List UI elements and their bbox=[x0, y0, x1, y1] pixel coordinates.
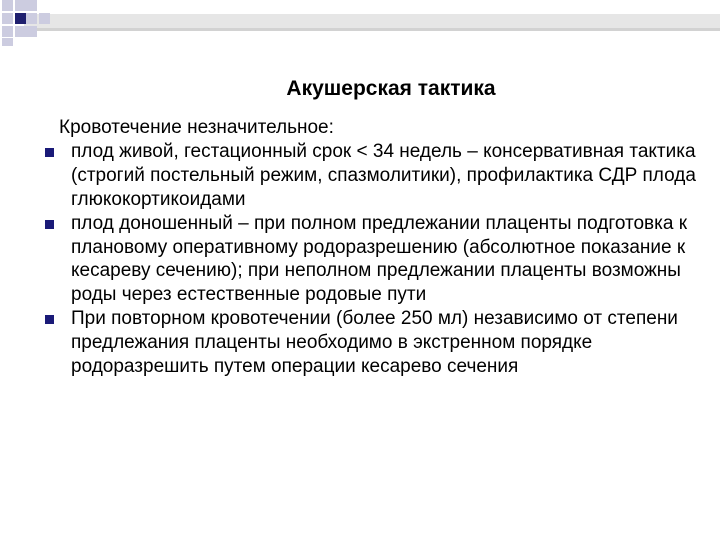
bullet-text: плод живой, гестационный срок < 34 недель – консервативная тактика (строгий постельный режим, спазмолитики), профилактика СДР плода глюкокортикоидами bbox=[71, 140, 696, 210]
list-item bbox=[57, 307, 707, 379]
bullet-text: плод доношенный – при полном предлежании плаценты подготовка к плановому оперативному родоразрешению (абсолютное показание к кесареву сечению); при неполном предлежании плаценты возможны роды через естественные родовые пути bbox=[71, 212, 688, 306]
square-bullet-icon bbox=[45, 315, 54, 324]
header-band bbox=[24, 14, 720, 30]
bullet-text: При повторном кровотечении (более 250 мл) независимо от степени предлежания плаценты необходимо в экстренном порядке родоразрешить путем операции кесарево сечения bbox=[71, 308, 678, 378]
header-decoration bbox=[0, 0, 720, 48]
square-bullet-icon bbox=[45, 220, 54, 229]
corner-squares-icon bbox=[2, 0, 50, 46]
list-item bbox=[57, 140, 707, 212]
bullet-list bbox=[57, 140, 707, 379]
slide-title: Акушерская тактика bbox=[286, 77, 496, 100]
header-band-edge bbox=[24, 28, 720, 31]
intro-text: Кровотечение незначительное: bbox=[59, 117, 334, 138]
square-bullet-icon bbox=[45, 148, 54, 157]
slide-body bbox=[57, 116, 707, 379]
list-item bbox=[57, 212, 707, 308]
